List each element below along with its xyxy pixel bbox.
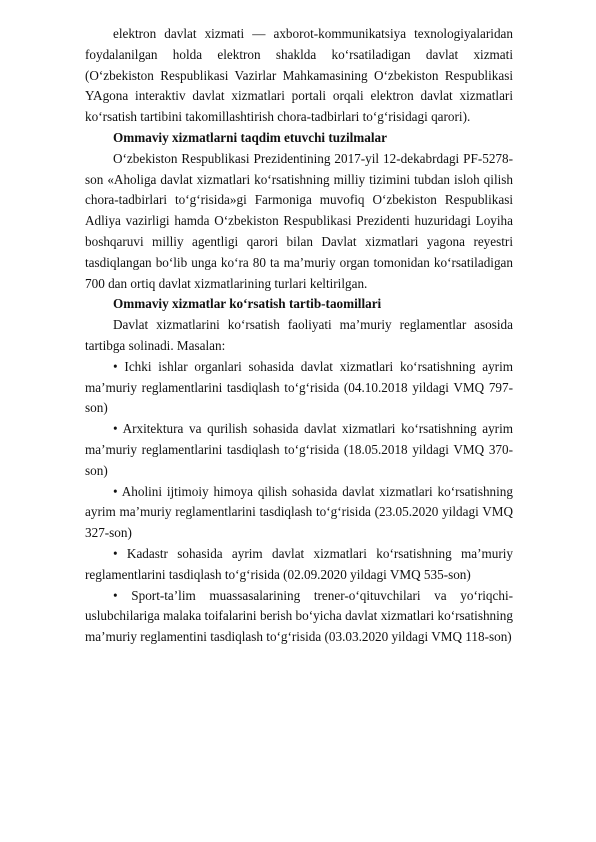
bullet-text: Arxitektura va qurilish sohasida davlat xizmatlari ko‘rsatishning ayrim ma’muriy reglamentlarini tasdiqlash to‘g‘risida (18.05.2018 yildagi VMQ 370-son) (85, 421, 513, 478)
paragraph-regulations-intro: Davlat xizmatlarini ko‘rsatish faoliyati ma’muriy reglamentlar asosida tartibga solinadi. Masalan: (85, 317, 513, 353)
heading-service-providers: Ommaviy xizmatlarni taqdim etuvchi tuzilmalar (113, 129, 387, 145)
document-page (85, 24, 513, 648)
bullet-mark: • (113, 483, 118, 499)
bullet-text: Aholini ijtimoiy himoya qilish sohasida davlat xizmatlari ko‘rsatishning ayrim ma’muriy reglamentlarini tasdiqlash to‘g‘risida (23.05.2020 yildagi VMQ 327-son) (85, 483, 513, 541)
bullet-mark: • (113, 358, 118, 374)
bullet-mark: • (113, 545, 118, 561)
bullet-item (85, 586, 513, 648)
paragraph-decree: O‘zbekiston Respublikasi Prezidentining 2017-yil 12-dekabrdagi PF-5278-son «Aholiga davlat xizmatlari ko‘rsatishning milliy tizimini tubdan isloh qilish chora-tadbirlari to‘g‘risida»gi Farmoniga muvofiq O‘zbekiston Respublikasi Adliya vazirligi hamda O‘zbekiston Respublikasi Prezidenti huzuridagi Loyiha boshqaruvi milliy agentligi qarori bilan Davlat xizmatlari yagona reyestri tasdiqlangan bo‘lib unga ko‘ra 80 ta ma’muriy organ tomonidan ko‘rsatiladigan 700 dan ortiq davlat xizmatlarining turlari keltirilgan. (85, 150, 513, 291)
heading-service-procedures: Ommaviy xizmatlar ko‘rsatish tartib-taomillari (113, 296, 382, 312)
bullet-mark: • (113, 587, 118, 603)
bullet-mark: • (113, 421, 118, 437)
bullet-text: Sport-ta’lim muassasalarining trener-o‘qituvchilari va yo‘riqchi-uslubchilariga malaka toifalarini berish bo‘yicha davlat xizmatlari ko‘rsatishning ma’muriy reglamentini tasdiqlash to‘g‘risida (03.03.2020 yildagi VMQ 118-son) (85, 587, 513, 645)
bullet-item (85, 357, 513, 419)
paragraph-electronic-service: elektron davlat xizmati — axborot-kommunikatsiya texnologiyalaridan foydalanilgan holda elektron shaklda ko‘rsatiladigan davlat xizmati (O‘zbekiston Respublikasi Vazirlar Mahkamasining O‘zbekiston Respublikasi YAgona interaktiv davlat xizmatlari portali orqali elektron davlat xizmatlari ko‘rsatish tartibini takomillashtirish chora-tadbirlari to‘g‘risidagi qarori). (85, 26, 513, 125)
bullet-item (85, 482, 513, 544)
bullet-item (85, 419, 513, 481)
bullet-item (85, 544, 513, 586)
bullet-text: Ichki ishlar organlari sohasida davlat xizmatlari ko‘rsatishning ayrim ma’muriy reglamentlarini tasdiqlash to‘g‘risida (04.10.2018 yildagi VMQ 797-son) (85, 358, 513, 416)
bullet-text: Kadastr sohasida ayrim davlat xizmatlari ko‘rsatishning ma’muriy reglamentlarini tasdiqlash to‘g‘risida (02.09.2020 yildagi VMQ 535-son) (85, 545, 514, 582)
